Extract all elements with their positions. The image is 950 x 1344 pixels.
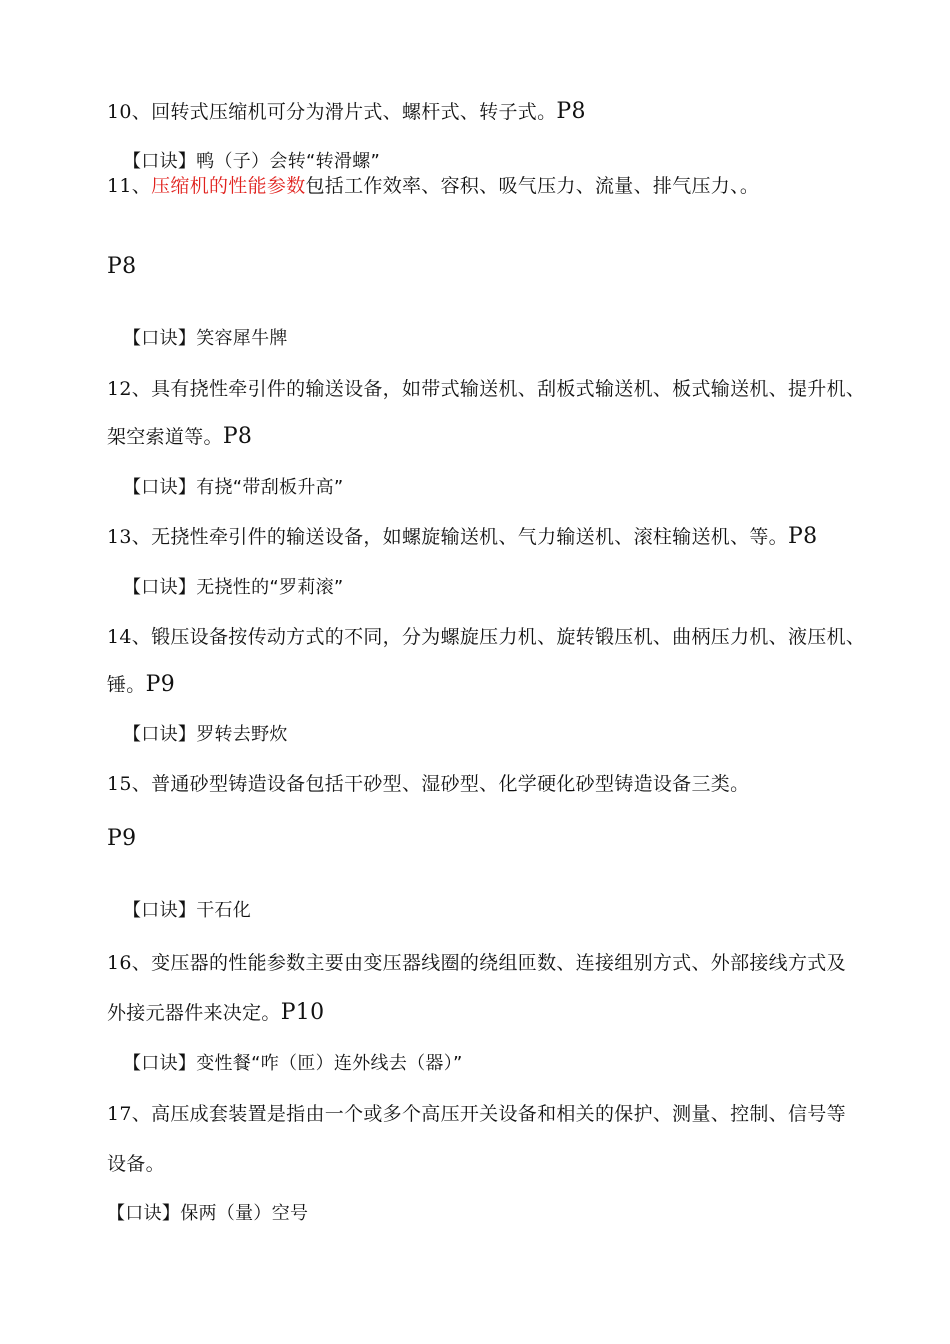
item-text: 架空索道等。 bbox=[107, 426, 223, 448]
item-text: 、具有挠性牵引件的输送设备，如带式输送机、刮板式输送机、板式输送机、提升机、 bbox=[131, 378, 866, 400]
item-text: 包括工作效率、容积、吸气压力、流量、排气压力、。 bbox=[305, 175, 760, 197]
item-text: 、锻压设备按传动方式的不同，分为螺旋压力机、旋转锻压机、曲柄压力机、液压机、 bbox=[131, 626, 866, 648]
item-text: 、回转式压缩机可分为滑片式、螺杆式、转子式。 bbox=[131, 101, 557, 123]
item-number: 12 bbox=[107, 378, 132, 400]
item-10-line-1 bbox=[107, 100, 586, 124]
item-text: 、无挠性牵引件的输送设备，如螺旋输送机、气力输送机、滚柱输送机、等。 bbox=[131, 526, 788, 548]
item-text: 、高压成套装置是指由一个或多个高压开关设备和相关的保护、测量、控制、信号等 bbox=[131, 1103, 846, 1125]
item-12-line-2 bbox=[107, 425, 252, 449]
item-16-line-2 bbox=[107, 1001, 324, 1025]
item-16-line-1 bbox=[107, 951, 846, 975]
item-15-line-1 bbox=[107, 772, 749, 796]
item-14-line-1 bbox=[107, 625, 865, 649]
item-number: 14 bbox=[107, 626, 132, 648]
page-reference: P8 bbox=[222, 424, 253, 449]
item-number: 15 bbox=[107, 773, 132, 795]
item-number: 11 bbox=[107, 175, 132, 197]
item-text: 外接元器件来决定。 bbox=[107, 1002, 281, 1024]
item-11-line-1: 11、压缩机的性能参数包括工作效率、容积、吸气压力、流量、排气压力、。 bbox=[107, 175, 760, 197]
item-13-mnemonic: 【口诀】无挠性的“罗莉滚” bbox=[123, 577, 344, 598]
item-14-mnemonic: 【口诀】罗转去野炊 bbox=[123, 724, 288, 745]
item-17-line-1 bbox=[107, 1102, 846, 1126]
item-10-mnemonic: 【口诀】鸭（子）会转“转滑螺” bbox=[123, 151, 381, 172]
item-12-line-1 bbox=[107, 377, 865, 401]
item-text: 、普通砂型铸造设备包括干砂型、湿砂型、化学硬化砂型铸造设备三类。 bbox=[131, 773, 750, 795]
page-reference: P10 bbox=[280, 1000, 325, 1025]
item-11-mnemonic: 【口诀】笑容犀牛牌 bbox=[123, 328, 288, 349]
page-reference: P9 bbox=[145, 672, 176, 697]
item-17-mnemonic: 【口诀】保两（量）空号 bbox=[107, 1203, 309, 1224]
page-reference: P8 bbox=[787, 524, 818, 549]
item-16-mnemonic: 【口诀】变性餐“咋（匝）连外线去（器）” bbox=[123, 1053, 463, 1074]
item-number: 17 bbox=[107, 1103, 132, 1125]
item-14-line-2 bbox=[107, 673, 175, 697]
item-11-page-reference: P8 bbox=[107, 254, 137, 279]
item-number: 13 bbox=[107, 526, 132, 548]
item-13-line-1 bbox=[107, 525, 817, 549]
item-17-line-2 bbox=[107, 1152, 165, 1176]
item-text: 锤。 bbox=[107, 674, 146, 696]
item-text: 、变压器的性能参数主要由变压器线圈的绕组匝数、连接组别方式、外部接线方式及 bbox=[131, 952, 846, 974]
item-number: 10 bbox=[107, 101, 132, 123]
item-text: 设备。 bbox=[107, 1153, 165, 1175]
highlight-text: 压缩机的性能参数 bbox=[151, 175, 306, 197]
item-number: 16 bbox=[107, 952, 132, 974]
page-reference: P8 bbox=[556, 99, 586, 124]
item-15-page-reference: P9 bbox=[107, 826, 137, 851]
item-12-mnemonic: 【口诀】有挠“带刮板升高” bbox=[123, 477, 344, 498]
item-15-mnemonic: 【口诀】干石化 bbox=[123, 900, 252, 921]
